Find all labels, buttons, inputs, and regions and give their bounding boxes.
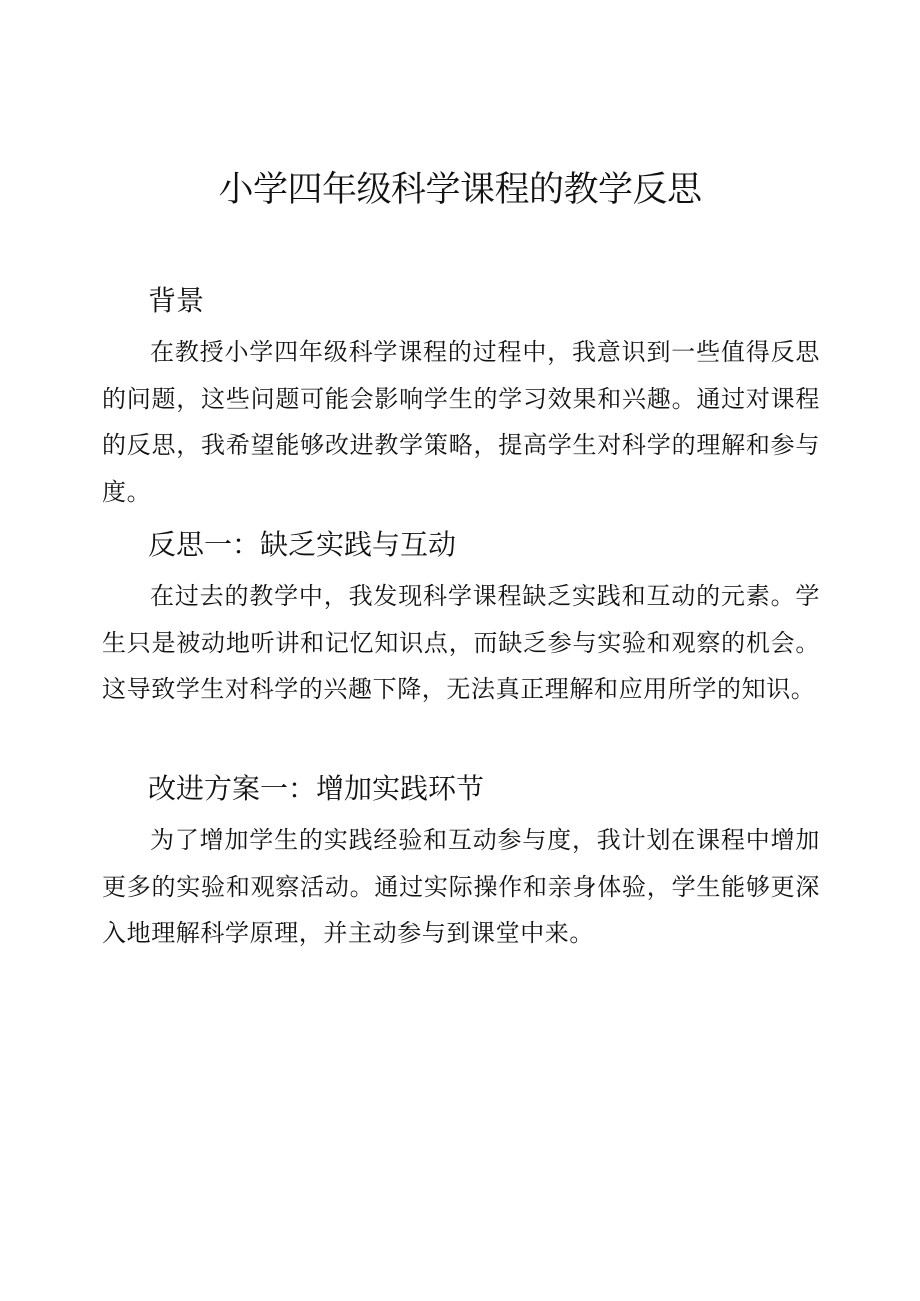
document-title: 小学四年级科学课程的教学反思 (218, 170, 702, 210)
section-paragraph: 在过去的教学中，我发现科学课程缺乏实践和互动的元素。学生只是被动地听讲和记忆知识点，而缺乏参与实验和观察的机会。这导致学生对科学的兴趣下降，无法真正理解和应用所学的知识。 (102, 582, 820, 703)
section-heading: 背景 (148, 284, 205, 317)
section-paragraph: 为了增加学生的实践经验和互动参与度，我计划在课程中增加更多的实验和观察活动。通过实际操作和亲身体验，学生能够更深入地理解科学原理，并主动参与到课堂中来。 (102, 826, 820, 947)
section-heading: 反思一：缺乏实践与互动 (148, 528, 457, 561)
section-paragraph: 在教授小学四年级科学课程的过程中，我意识到一些值得反思的问题，这些问题可能会影响学生的学习效果和兴趣。通过对课程的反思，我希望能够改进教学策略，提高学生对科学的理解和参与度。 (102, 338, 820, 506)
section-heading: 改进方案一：增加实践环节 (148, 772, 485, 805)
